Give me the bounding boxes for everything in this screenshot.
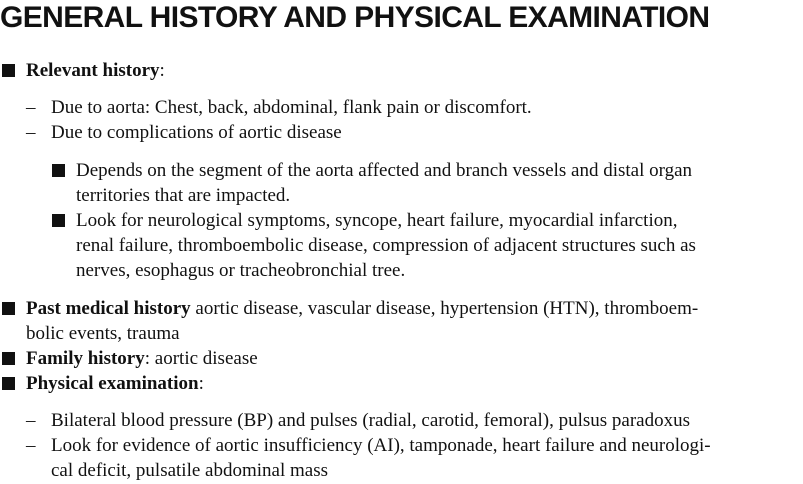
sub-list-item-line: territories that are impacted.	[76, 185, 291, 206]
dash-bullet: –	[26, 435, 36, 456]
section-label: Past medical history	[26, 298, 191, 319]
section-label: Relevant history	[26, 60, 160, 81]
page-title: GENERAL HISTORY AND PHYSICAL EXAMINATION	[0, 1, 710, 34]
section-line: bolic events, trauma	[26, 323, 180, 344]
section-label: Physical examination	[26, 373, 199, 394]
section-label-suffix: :	[198, 373, 204, 394]
sub-list-item-line: Depends on the segment of the aorta affected and branch vessels and distal organ	[76, 160, 693, 181]
sub-list-item-line: renal failure, thromboembolic disease, compression of adjacent structures such as	[76, 235, 696, 256]
list-item-text: Bilateral blood pressure (BP) and pulses (radial, carotid, femoral), pulsus paradoxus	[51, 410, 690, 431]
dash-bullet: –	[26, 410, 36, 431]
sub-list-item-line: Look for neurological symptoms, syncope, heart failure, myocardial infarction,	[76, 210, 678, 231]
dash-bullet: –	[26, 97, 36, 118]
section-text: : aortic disease	[144, 348, 258, 369]
square-bullet-icon	[2, 302, 15, 315]
square-bullet-icon	[52, 214, 65, 227]
square-bullet-icon	[2, 377, 15, 390]
list-item-text: Due to aorta: Chest, back, abdominal, flank pain or discomfort.	[51, 97, 532, 118]
section-line	[26, 346, 763, 371]
section-label: Family history	[26, 348, 145, 369]
list-item-text: cal deficit, pulsatile abdominal mass	[51, 460, 329, 481]
section-heading	[26, 58, 763, 83]
section-line	[26, 296, 763, 321]
section-text: aortic disease, vascular disease, hypertension (HTN), thromboem-	[190, 298, 699, 319]
dash-bullet: –	[26, 122, 36, 143]
square-bullet-icon	[52, 164, 65, 177]
list-item-text: Look for evidence of aortic insufficiency (AI), tamponade, heart failure and neurologi-	[51, 435, 711, 456]
section-label-suffix: :	[159, 60, 165, 81]
section-heading	[26, 371, 763, 396]
square-bullet-icon	[2, 64, 15, 77]
sub-list-item-line: nerves, esophagus or tracheobronchial tree.	[76, 260, 406, 281]
list-item-text: Due to complications of aortic disease	[51, 122, 342, 143]
square-bullet-icon	[2, 352, 15, 365]
